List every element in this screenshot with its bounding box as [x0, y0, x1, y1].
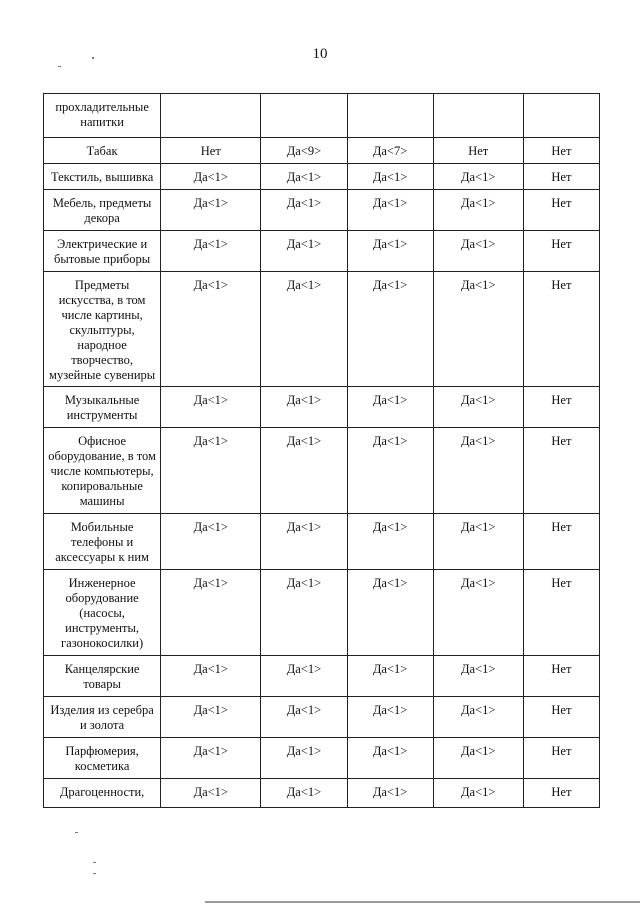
- value-cell: Нет: [523, 231, 599, 272]
- table-row: [44, 94, 600, 138]
- category-cell: Инженерное оборудование (насосы, инструменты, газонокосилки): [44, 570, 161, 656]
- value-cell: Да<1>: [261, 779, 347, 808]
- page-number: 10: [312, 46, 328, 62]
- scan-speck: [92, 57, 94, 59]
- table-row: [44, 779, 600, 808]
- value-cell: Нет: [523, 514, 599, 570]
- category-cell: Парфюмерия, косметика: [44, 738, 161, 779]
- value-cell: Да<1>: [433, 231, 523, 272]
- value-cell: Нет: [523, 138, 599, 164]
- scan-edge-line: [205, 901, 640, 903]
- table-row: [44, 656, 600, 697]
- value-cell: Да<1>: [261, 164, 347, 190]
- table-row: [44, 138, 600, 164]
- value-cell: Да<1>: [433, 514, 523, 570]
- table-row: [44, 272, 600, 387]
- value-cell: Да<9>: [261, 138, 347, 164]
- category-cell: Табак: [44, 138, 161, 164]
- value-cell: Да<1>: [347, 428, 433, 514]
- value-cell: [261, 94, 347, 138]
- value-cell: Да<1>: [433, 190, 523, 231]
- value-cell: [161, 94, 261, 138]
- table-row: [44, 387, 600, 428]
- table-row: [44, 428, 600, 514]
- value-cell: Да<1>: [261, 514, 347, 570]
- value-cell: Нет: [523, 164, 599, 190]
- value-cell: Да<1>: [433, 164, 523, 190]
- value-cell: Нет: [523, 190, 599, 231]
- category-cell: Драгоценности,: [44, 779, 161, 808]
- category-cell: Музыкальные инструменты: [44, 387, 161, 428]
- value-cell: Да<1>: [347, 272, 433, 387]
- value-cell: Да<1>: [161, 272, 261, 387]
- value-cell: Да<1>: [433, 779, 523, 808]
- value-cell: Да<1>: [161, 656, 261, 697]
- scan-speck: [93, 862, 96, 863]
- value-cell: [523, 94, 599, 138]
- value-cell: Да<1>: [161, 738, 261, 779]
- value-cell: Да<1>: [261, 387, 347, 428]
- table-row: [44, 164, 600, 190]
- category-cell: Электрические и бытовые приборы: [44, 231, 161, 272]
- value-cell: Да<1>: [347, 738, 433, 779]
- scan-speck: [75, 832, 78, 833]
- value-cell: Да<1>: [347, 164, 433, 190]
- value-cell: Нет: [523, 697, 599, 738]
- value-cell: Да<1>: [347, 697, 433, 738]
- value-cell: Да<1>: [161, 164, 261, 190]
- value-cell: Да<1>: [261, 190, 347, 231]
- value-cell: Да<1>: [433, 738, 523, 779]
- value-cell: Нет: [523, 428, 599, 514]
- value-cell: Да<1>: [161, 387, 261, 428]
- value-cell: Нет: [523, 656, 599, 697]
- category-cell: Предметы искусства, в том числе картины, скульптуры, народное творчество, музейные сувениры: [44, 272, 161, 387]
- table-row: [44, 514, 600, 570]
- scan-speck: [93, 873, 96, 874]
- scan-speck: [58, 66, 61, 67]
- value-cell: Да<1>: [161, 697, 261, 738]
- value-cell: [433, 94, 523, 138]
- value-cell: Да<1>: [347, 656, 433, 697]
- category-cell: Изделия из серебра и золота: [44, 697, 161, 738]
- table-row: [44, 190, 600, 231]
- value-cell: Да<1>: [261, 697, 347, 738]
- table-row: [44, 738, 600, 779]
- category-cell: прохладительные напитки: [44, 94, 161, 138]
- value-cell: Да<7>: [347, 138, 433, 164]
- value-cell: Да<1>: [261, 272, 347, 387]
- value-cell: Да<1>: [161, 428, 261, 514]
- value-cell: Нет: [523, 387, 599, 428]
- table-row: [44, 570, 600, 656]
- value-cell: Да<1>: [261, 656, 347, 697]
- value-cell: Да<1>: [347, 231, 433, 272]
- value-cell: Да<1>: [261, 570, 347, 656]
- value-cell: [347, 94, 433, 138]
- value-cell: Да<1>: [433, 656, 523, 697]
- value-cell: Да<1>: [433, 272, 523, 387]
- value-cell: Да<1>: [161, 231, 261, 272]
- value-cell: Да<1>: [433, 570, 523, 656]
- value-cell: Нет: [523, 738, 599, 779]
- category-cell: Текстиль, вышивка: [44, 164, 161, 190]
- category-cell: Офисное оборудование, в том числе компьютеры, копировальные машины: [44, 428, 161, 514]
- value-cell: Нет: [433, 138, 523, 164]
- value-cell: Да<1>: [161, 570, 261, 656]
- value-cell: Да<1>: [347, 514, 433, 570]
- category-cell: Мобильные телефоны и аксессуары к ним: [44, 514, 161, 570]
- value-cell: Нет: [161, 138, 261, 164]
- value-cell: Нет: [523, 570, 599, 656]
- value-cell: Да<1>: [347, 387, 433, 428]
- table-row: [44, 231, 600, 272]
- value-cell: Да<1>: [433, 428, 523, 514]
- product-table: [43, 93, 600, 808]
- table-row: [44, 697, 600, 738]
- value-cell: Да<1>: [347, 779, 433, 808]
- value-cell: Да<1>: [161, 779, 261, 808]
- value-cell: Да<1>: [433, 387, 523, 428]
- category-cell: Канцелярские товары: [44, 656, 161, 697]
- category-cell: Мебель, предметы декора: [44, 190, 161, 231]
- value-cell: Да<1>: [161, 514, 261, 570]
- value-cell: Нет: [523, 272, 599, 387]
- value-cell: Да<1>: [261, 738, 347, 779]
- value-cell: Нет: [523, 779, 599, 808]
- value-cell: Да<1>: [347, 570, 433, 656]
- value-cell: Да<1>: [261, 428, 347, 514]
- value-cell: Да<1>: [261, 231, 347, 272]
- value-cell: Да<1>: [161, 190, 261, 231]
- value-cell: Да<1>: [433, 697, 523, 738]
- value-cell: Да<1>: [347, 190, 433, 231]
